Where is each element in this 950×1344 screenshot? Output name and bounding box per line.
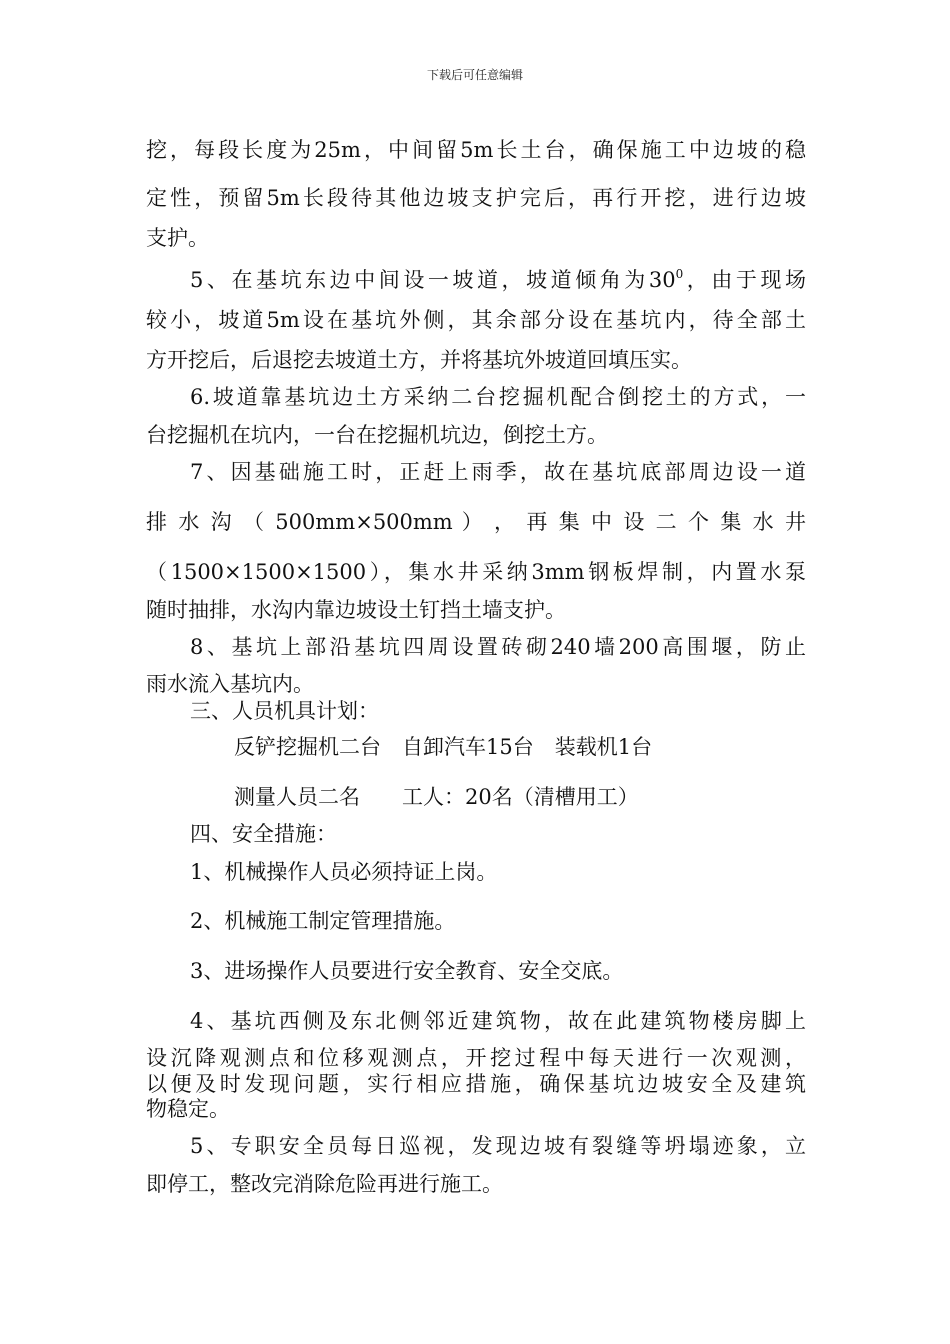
body-line: 定性，预留5m长段待其他边坡支护完后，再行开挖，进行边坡 [146,186,806,210]
safety-item: 2、机械施工制定管理措施。 [190,909,456,933]
safety-item: 1、机械操作人员必须持证上岗。 [190,860,498,884]
body-line: 物稳定。 [146,1097,230,1121]
body-line: 以便及时发现问题，实行相应措施，确保基坑边坡安全及建筑 [146,1072,806,1096]
body-line: （1500×1500×1500），集水井采纳3mm钢板焊制，内置水泵 [146,560,806,584]
staff-list: 测量人员二名 工人：20名（清槽用工） [234,785,639,809]
degree-superscript: 0 [675,267,684,281]
body-line: 方开挖后，后退挖去坡道土方，并将基坑外坡道回填压实。 [146,348,692,372]
page-header: 下载后可任意编辑 [426,68,523,82]
safety-item: 5、专职安全员每日巡视，发现边坡有裂缝等坍塌迹象，立 [190,1134,806,1158]
section-heading-safety: 四、安全措施： [190,822,337,846]
body-line: 6.坡道靠基坑边土方采纳二台挖掘机配合倒挖土的方式，一 [190,385,806,409]
body-line-with-superscript [190,259,806,292]
body-line: 随时抽排，水沟内靠边坡设土钉挡土墙支护。 [146,598,566,622]
equipment-list: 反铲挖掘机二台 自卸汽车15台 装载机1台 [234,735,653,759]
safety-item: 3、进场操作人员要进行安全教育、安全交底。 [190,959,624,983]
body-line: 即停工，整改完消除危险再进行施工。 [146,1172,503,1196]
safety-item: 4、基坑西侧及东北侧邻近建筑物，故在此建筑物楼房脚上 [190,1009,806,1033]
body-line-text-tail: ，由于现场 [683,268,806,292]
body-line-text: 5、在基坑东边中间设一坡道，坡道倾角为30 [190,268,676,292]
body-line: 支护。 [146,226,209,250]
section-heading-personnel: 三、人员机具计划： [190,699,379,723]
body-line: 较小，坡道5m设在基坑外侧，其余部分设在基坑内，待全部土 [146,308,806,332]
body-line: 8、基坑上部沿基坑四周设置砖砌240墙200高围堰，防止 [190,635,806,659]
body-line: 挖，每段长度为25m，中间留5m长土台，确保施工中边坡的稳 [146,138,806,162]
body-line: 雨水流入基坑内。 [146,672,314,696]
body-line: 7、因基础施工时，正赶上雨季，故在基坑底部周边设一道 [190,460,806,484]
body-line: 台挖掘机在坑内，一台在挖掘机坑边，倒挖土方。 [146,423,608,447]
body-line: 设沉降观测点和位移观测点，开挖过程中每天进行一次观测， [146,1046,806,1070]
body-line: 排 水 沟 （ 500mm×500mm ） ， 再 集 中 设 二 个 集 水 井 [146,510,806,534]
